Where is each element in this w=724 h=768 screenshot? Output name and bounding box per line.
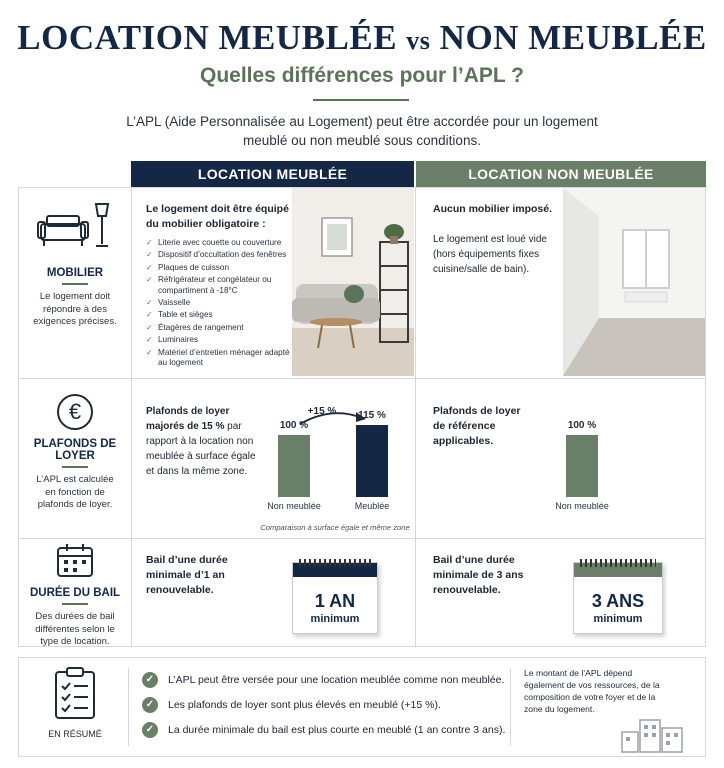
row-label-duree [22, 542, 128, 649]
row-label-plafonds [22, 394, 128, 512]
checklist-icon [53, 666, 97, 720]
duree-meublee-text: Bail d’une durée minimale d’1 an renouvelable. [146, 554, 228, 596]
row-separator-1 [18, 378, 706, 379]
calendar-3-ans-small: minimum [593, 613, 643, 625]
buildings-icon [620, 716, 686, 754]
title-vs: vs [406, 26, 431, 55]
plafonds-non-meublee-text: Plafonds de loyer de référence applicables. [433, 405, 521, 447]
list-item: ✓ Étagères de rangement [146, 323, 296, 333]
bar-value-label: 115 % [358, 410, 386, 422]
row-title-underline [62, 603, 88, 605]
calendar-rings [580, 559, 656, 567]
column-separator-1 [131, 187, 132, 647]
page-subtitle: Quelles différences pour l’APL ? [199, 64, 525, 87]
euro-icon [57, 394, 93, 430]
calendar-rings [299, 559, 371, 567]
summary-label: EN RÉSUMÉ [48, 729, 102, 739]
row-desc-duree: Des durées de bail différentes selon le type de location. [35, 611, 115, 647]
bar-value-label: 100 % [567, 419, 597, 431]
mobilier-non-meublee-line2: Le logement est loué vide (hors équipements fixes cuisine/salle de bain). [433, 234, 547, 275]
chart-bar [356, 425, 388, 497]
furnished-room-image [292, 188, 414, 376]
row-separator-2 [18, 538, 706, 539]
mobilier-list [146, 238, 296, 368]
calendar-1-an [292, 562, 378, 634]
row-title-underline [62, 283, 88, 285]
calendar-1-an-small: minimum [310, 613, 360, 625]
mobilier-meublee-intro: Le logement doit être équipé du mobilier obligatoire : [146, 203, 289, 230]
summary-item-text: L’APL peut être versée pour une location meublée comme non meublée. [168, 674, 505, 686]
bar-category-label: Non meublée [555, 501, 609, 511]
chart-bar [278, 435, 310, 498]
row-title-underline [62, 466, 88, 468]
increase-label: +15 % [307, 406, 337, 417]
page-title [0, 18, 724, 58]
summary-separator-2 [510, 668, 511, 746]
duree-non-meublee-cell [433, 553, 553, 598]
list-item: ✓ Luminaires [146, 335, 296, 345]
summary-item-text: La durée minimale du bail est plus courte en meublé (1 an contre 3 ans). [168, 724, 506, 736]
list-item: ✓ Dispositif d’occultation des fenêtres [146, 250, 296, 260]
mobilier-non-meublee-cell [433, 202, 563, 277]
column-header-non-meublee: LOCATION NON MEUBLÉE [416, 161, 706, 187]
list-item: ✓ Réfrigérateur et congélateur ou compartiment à -18°C [146, 275, 296, 296]
list-item: ✓ Vaisselle [146, 298, 296, 308]
title-part-b: NON MEUBLÉE [439, 18, 707, 57]
title-divider [313, 99, 409, 101]
check-icon: ✓ [142, 697, 158, 713]
list-item: ✓ Literie avec couette ou couverture [146, 238, 296, 248]
mobilier-meublee-cell [146, 202, 296, 370]
duree-meublee-cell [146, 553, 266, 598]
mobilier-non-meublee-line1: Aucun mobilier imposé. [433, 203, 553, 215]
summary-separator-1 [128, 668, 129, 746]
plafonds-meublee-text-bold: Plafonds de loyer majorés de 15 % [146, 406, 230, 432]
euro-symbol: € [68, 399, 82, 424]
row-desc-mobilier: Le logement doit répondre à des exigences précises. [33, 291, 117, 327]
plafonds-meublee-text-rest: par rapport à la location non meublée à surface égale et dans la même zone. [146, 421, 256, 477]
summary-item [142, 672, 504, 688]
check-icon: ✓ [142, 722, 158, 738]
chart-caption: Comparaison à surface égale et même zone [260, 523, 410, 532]
plafonds-meublee-text [146, 404, 266, 479]
list-item: ✓ Matériel d’entretien ménager adapté au logement [146, 348, 296, 369]
row-title-plafonds: PLAFONDS DE LOYER [33, 438, 117, 462]
bar-value-label: 100 % [279, 419, 309, 431]
chart-bar [566, 435, 598, 498]
list-item: ✓ Plaques de cuisson [146, 263, 296, 273]
sofa-lamp-icon [37, 200, 113, 254]
summary-item [142, 697, 441, 713]
duree-non-meublee-text: Bail d’une durée minimale de 3 ans renouvelable. [433, 554, 524, 596]
intro-text: L’APL (Aide Personnalisée au Logement) peut être accordée pour un logement meublé ou non meublé sous conditions. [126, 114, 598, 148]
summary-item-text: Les plafonds de loyer sont plus élevés en meublé (+15 %). [168, 699, 441, 711]
column-header-meublee: LOCATION MEUBLÉE [131, 161, 414, 187]
row-title-duree: DURÉE DU BAIL [29, 587, 121, 599]
summary-label-block [30, 666, 120, 739]
bar-category-label: Meublée [354, 501, 390, 511]
calendar-3-ans [573, 562, 663, 634]
bar-chart-non-meublee [540, 390, 630, 538]
plafonds-meublee-cell [146, 404, 266, 479]
row-desc-plafonds: L’APL est calculée en fonction de plafonds de loyer. [36, 474, 114, 510]
empty-room-image [563, 188, 705, 376]
summary-note: Le montant de l’APL dépend également de vos ressources, de la composition de votre foyer et de la zone du logement. [524, 668, 660, 714]
summary-item [142, 722, 505, 738]
plafonds-non-meublee-cell [433, 404, 523, 449]
row-label-mobilier [22, 200, 128, 329]
calendar-icon [56, 542, 94, 578]
calendar-1-an-big: 1 AN [314, 591, 356, 611]
list-item: ✓ Table et sièges [146, 310, 296, 320]
row-title-mobilier: MOBILIER [46, 267, 104, 279]
bar-chart-meublee [260, 390, 415, 538]
check-icon: ✓ [142, 672, 158, 688]
column-separator-2 [415, 187, 416, 647]
calendar-3-ans-big: 3 ANS [591, 591, 645, 611]
title-part-a: LOCATION MEUBLÉE [17, 18, 398, 57]
bar-category-label: Non meublée [267, 501, 321, 511]
